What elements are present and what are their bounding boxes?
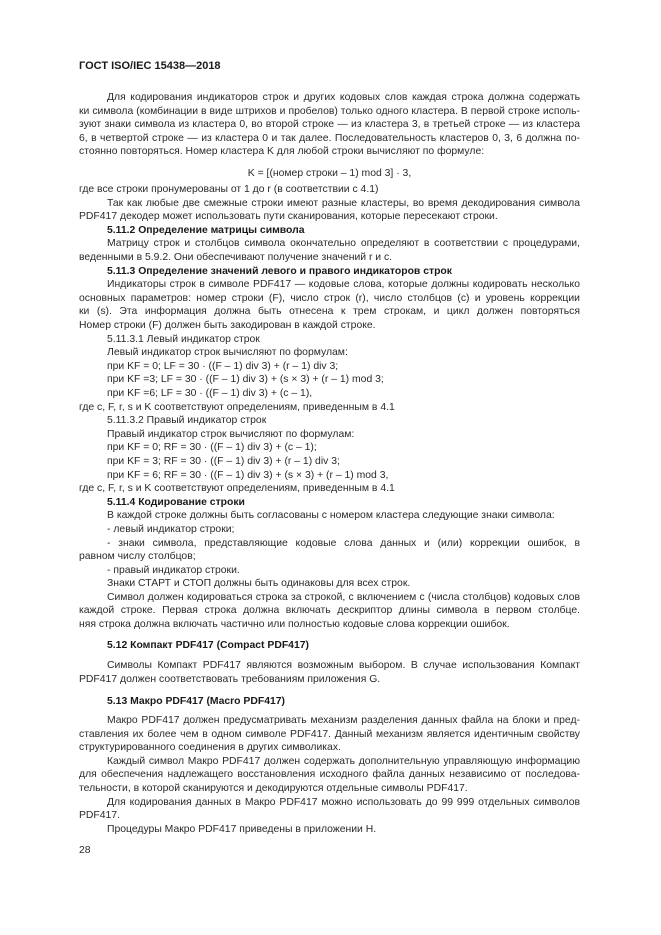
text-line: Макро PDF417 должен предусматривать механизм разделения данных файла на блоки и пред- [107,715,580,727]
text-block [79,91,580,159]
text-line: стоянно повторяться. Номер кластера K для любой строки вычисляют по формуле: [79,146,485,158]
section-heading: 5.11.3 Определение значений левого и правого индикаторов строк [107,265,452,277]
text-line: равном числу столбцов; [79,551,196,563]
text-block [79,695,580,709]
text-block [79,714,580,836]
text-line: где c, F, r, s и K соответствуют определениям, приведенным в 4.1 [79,483,395,495]
text-line: 5.11.3.2 Правый индикатор строк [107,415,267,427]
text-line: K = [(номер строки – 1) mod 3] · 3, [247,167,412,179]
text-line: при KF = 3; RF = 30 · ((F – 1) div 3) + (r – 1) div 3; [107,455,340,467]
text-line: для обеспечения надлежащего восстановления исходного файла данных независимо от последова- [79,769,580,781]
text-line: - знаки символа, представляющие кодовые слова данных и (или) коррекции ошибок, в [107,537,580,549]
text-line: Процедуры Макро PDF417 приведены в приложении H. [107,823,377,835]
text-line: Левый индикатор строк вычисляют по формулам: [107,347,348,359]
section-heading: 5.12 Компакт PDF417 (Compact PDF417) [107,640,309,652]
text-line: Номер строки (F) должен быть закодирован в каждой строке. [79,320,376,331]
text-line: при KF = 6; RF = 30 · ((F – 1) div 3) + (s × 3) + (r – 1) mod 3, [107,469,389,481]
text-line: основных параметров: номер строки (F), число строк (r), число столбцов (c) и уровень коррекции [79,292,580,304]
text-line: каждой строке. Первая строка должна включать дескриптор длины символа в первом столбце. [79,605,580,617]
text-line: PDF417 декодер может использовать пути сканирования, которые пересекают строки. [79,211,498,223]
text-line: тельности, в которой сканируются и декодируются отдельные символы PDF417. [79,783,468,794]
text-line: зуют знаки символа из кластера 0, во второй строке — из кластера 3, в третьей строке — из кластера [79,119,580,131]
text-line: Так как любые две смежные строки имеют разные кластеры, во время декодирования символа [107,197,580,209]
text-line: 6, в четвертой строке — из кластера 0 и так далее. Последовательность кластеров 0, 3, 6 должна по- [79,132,580,144]
text-line: Матрицу строк и столбцов символа окончательно определяют в соответствии с процедурами, [107,238,580,250]
text-line: где c, F, r, s и K соответствуют определениям, приведенным в 4.1 [79,401,395,413]
text-line: Для кодирования индикаторов строк и других кодовых слов каждая строка должна содержать [107,92,580,103]
text-line: В каждой строке должны быть согласованы с номером кластера следующие знаки символа: [107,510,555,522]
text-line: Знаки СТАРТ и СТОП должны быть одинаковы для всех строк. [107,578,411,590]
text-line: 5.11.3.1 Левый индикатор строк [107,333,260,345]
text-line: где все строки пронумерованы от 1 до r (в соответствии с 4.1) [79,184,379,196]
text-line: Правый индикатор строк вычисляют по формулам: [107,428,355,440]
document-header: ГОСТ ISO/IEC 15438—2018 [79,60,221,72]
text-block [79,183,580,632]
text-line: няя строка должна включать частично или полностью кодовые слова коррекции ошибок. [79,619,510,631]
text-line: ки (s). Эта информация должна быть отнесена к трем строкам, и цикл должен повторяться [79,306,580,318]
section-heading: 5.13 Макро PDF417 (Macro PDF417) [107,695,285,707]
text-line: при KF =3; LF = 30 · ((F – 1) div 3) + (s × 3) + (r – 1) mod 3; [107,374,384,386]
page-number: 28 [79,845,91,856]
section-heading: 5.11.2 Определение матрицы символа [107,224,305,236]
text-line: структурированного соединения в других символиках. [79,742,341,754]
text-line: Индикаторы строк в символе PDF417 — кодовые слова, которые должны кодировать несколько [107,279,580,291]
text-block [79,659,580,686]
text-line: при KF = 0; RF = 30 · ((F – 1) div 3) + (c – 1); [107,442,317,454]
text-line: Для кодирования данных в Макро PDF417 можно использовать до 99 999 отдельных символов [107,796,580,808]
text-line: - левый индикатор строки; [107,523,235,535]
text-line: при KF =6; LF = 30 · ((F – 1) div 3) + (c – 1), [107,387,313,399]
text-line: Каждый символ Макро PDF417 должен содержать дополнительную управляющую информацию [107,755,580,767]
text-block [79,167,580,181]
text-line: Символы Компакт PDF417 являются возможным выбором. В случае использования Компакт [107,660,580,672]
text-line: ки символа (комбинации в виде штрихов и пробелов) только одного кластера. В первой строке исполь- [79,105,580,117]
text-line: - правый индикатор строки. [107,564,240,576]
text-line: при KF = 0; LF = 30 · ((F – 1) div 3) + (r – 1) div 3; [107,360,339,372]
text-line: Символ должен кодироваться строка за строкой, с включением c (числа столбцов) кодовых слов [107,591,580,603]
text-line: веденными в 5.9.2. Они обеспечивают получение значений r и c. [79,252,393,264]
text-line: PDF417 должен соответствовать требованиям приложения G. [79,673,381,685]
text-line: PDF417. [79,810,121,822]
section-heading: 5.11.4 Кодирование строки [107,496,245,508]
text-block [79,639,580,653]
document-body [79,91,580,836]
text-line: ставления их более чем в одном символе PDF417. Данный механизм является идентичным свойству [79,728,580,740]
